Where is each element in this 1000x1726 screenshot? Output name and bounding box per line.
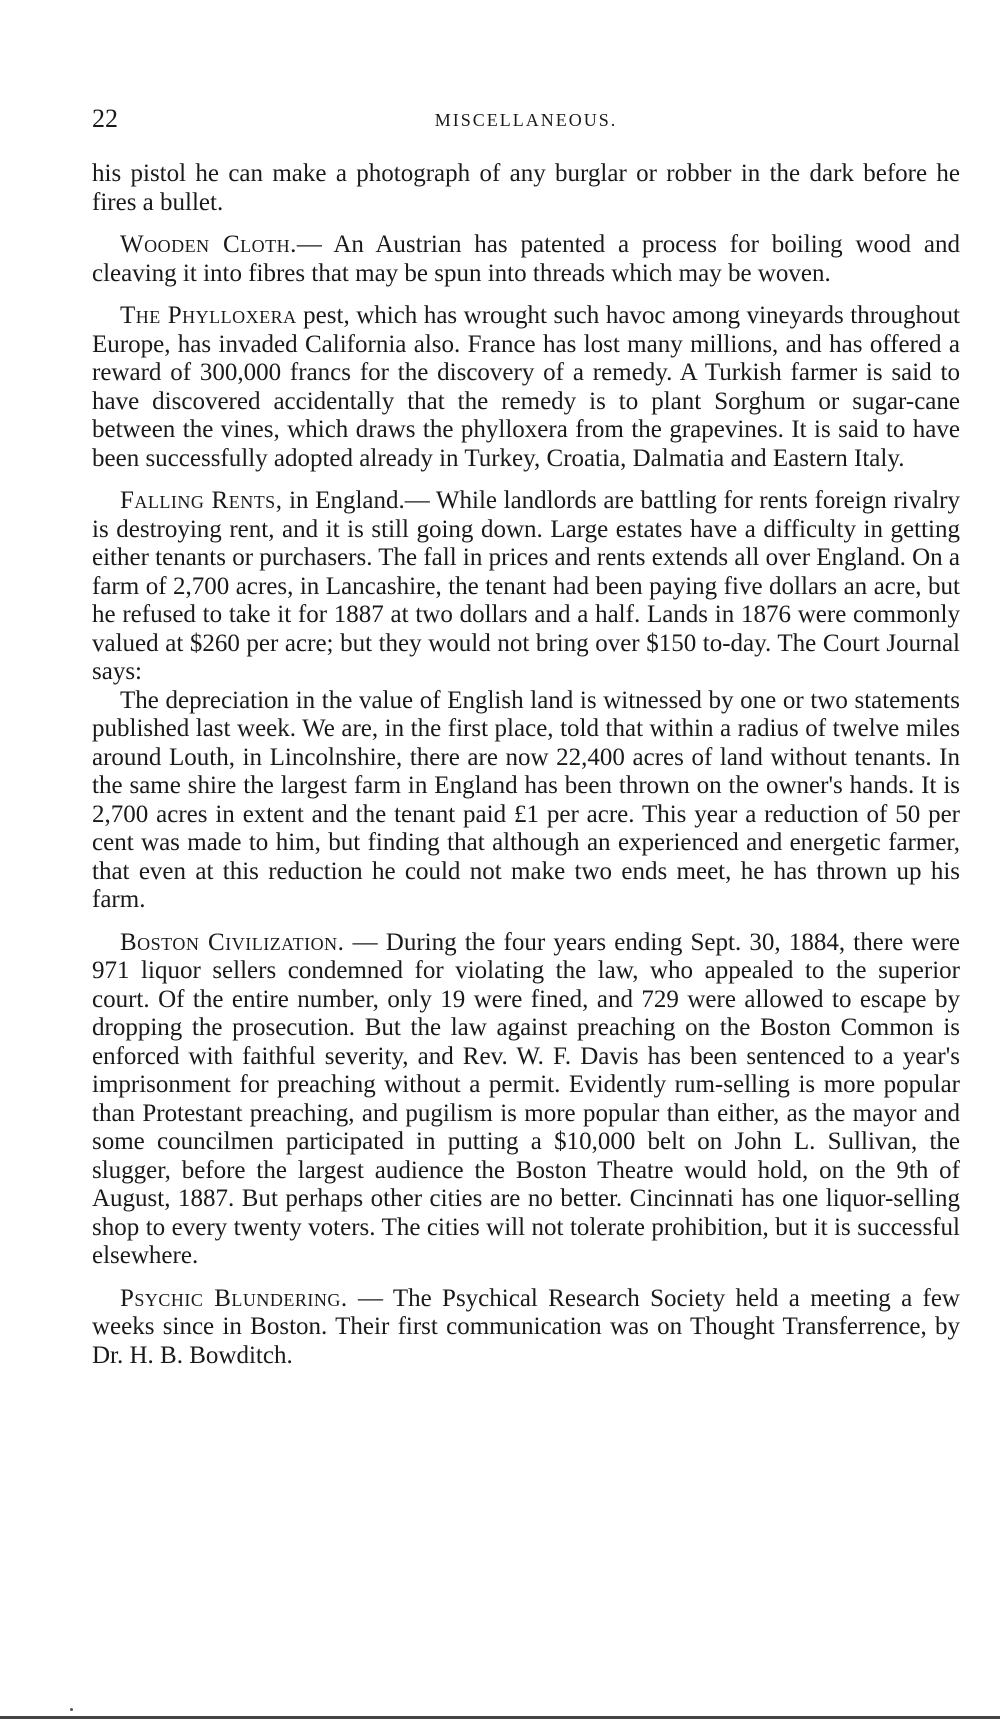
section-heading: Wooden Cloth.	[120, 231, 297, 258]
section-heading: Psychic Blundering.	[120, 1284, 348, 1312]
paragraph-text: — During the four years ending Sept. 30, 1884, there were 971 liquor sellers condemned for violating the law, who appealed to the superior court. Of the entire number, only 19 were fined, and 729 were allowed to escape by dropping the prosecution. But the law against preaching on the Boston Common is enforced with faithful severity, and Rev. W. F. Davis has been sentenced to a year's imprisonment for preaching without a permit. Evidently rum-selling is more popular than Protestant preaching, and pugilism is more popular than either, as the mayor and some councilmen participated in putting a $10,000 belt on John L. Sullivan, the slugger, before the largest audience the Boston Theatre would hold, on the 9th of August, 1887. But perhaps other cities are no better. Cincinnati has one liquor-selling shop to every twenty voters. The cities will not tolerate prohibition, but it is successful elsewhere.	[92, 928, 960, 1269]
page-bottom-rule	[0, 1716, 1000, 1719]
paragraph-continuation	[92, 160, 960, 217]
paragraph-falling-rents	[92, 487, 960, 687]
paragraph-text: pest, which has wrought such havoc among vineyards throughout Europe, has invaded California also. France has lost many millions, and has offered a reward of 300,000 francs for the discovery of a remedy. A Turkish farmer is said to have discovered accidentally that the remedy is to plant Sorghum or sugar-cane between the vines, which draws the phylloxera from the grapevines. It is said to have been successfully adopted already in Turkey, Croatia, Dalmatia and Eastern Italy.	[92, 302, 960, 472]
paragraph-wooden-cloth	[92, 231, 960, 288]
article-body	[92, 160, 960, 1370]
section-heading: Falling Rents,	[120, 487, 283, 514]
paragraph-text: in England.— While landlords are battling for rents foreign rivalry is destroying rent, and it is still going down. Large estates have a difficulty in getting either tenants or purchasers. The fall in prices and rents extends all over England. On a farm of 2,700 acres, in Lancashire, the tenant had been paying five dollars an acre, but he refused to take it for 1887 at two dollars and a half. Lands in 1876 were commonly valued at $260 per acre; but they would not bring over $150 to-day. The Court Journal says:	[92, 487, 960, 685]
paragraph-court-journal-quote	[92, 687, 960, 915]
paragraph-text: his pistol he can make a photograph of any burglar or robber in the dark before he fires a bullet.	[92, 160, 960, 216]
ink-speck	[70, 1708, 73, 1711]
section-heading: Boston Civilization.	[120, 928, 345, 956]
paragraph-phylloxera	[92, 302, 960, 473]
paragraph-text: — The Psychical Research Society held a meeting a few weeks since in Boston. Their first communication was on Thought Transferrence, by Dr. H. B. Bowditch.	[92, 1284, 960, 1369]
section-heading: The Phylloxera	[120, 302, 297, 329]
paragraph-boston-civilization	[92, 929, 960, 1271]
paragraph-text: The depreciation in the value of English land is witnessed by one or two statements published last week. We are, in the first place, told that within a radius of twelve miles around Louth, in Lincolnshire, there are now 22,400 acres of land without tenants. In the same shire the largest farm in England has been thrown on the owner's hands. It is 2,700 acres in extent and the tenant paid £1 per acre. This year a reduction of 50 per cent was made to him, but finding that although an experienced and energetic farmer, that even at this reduction he could not make two ends meet, he has thrown up his farm.	[92, 686, 960, 913]
running-head: MISCELLANEOUS.	[434, 110, 618, 130]
page-number: 22	[92, 104, 118, 133]
paragraph-text: — An Austrian has patented a process for boiling wood and cleaving it into fibres that may be spun into threads which may be woven.	[92, 231, 960, 287]
page-header	[92, 98, 960, 138]
paragraph-psychic-blundering	[92, 1285, 960, 1371]
page	[92, 98, 960, 1384]
